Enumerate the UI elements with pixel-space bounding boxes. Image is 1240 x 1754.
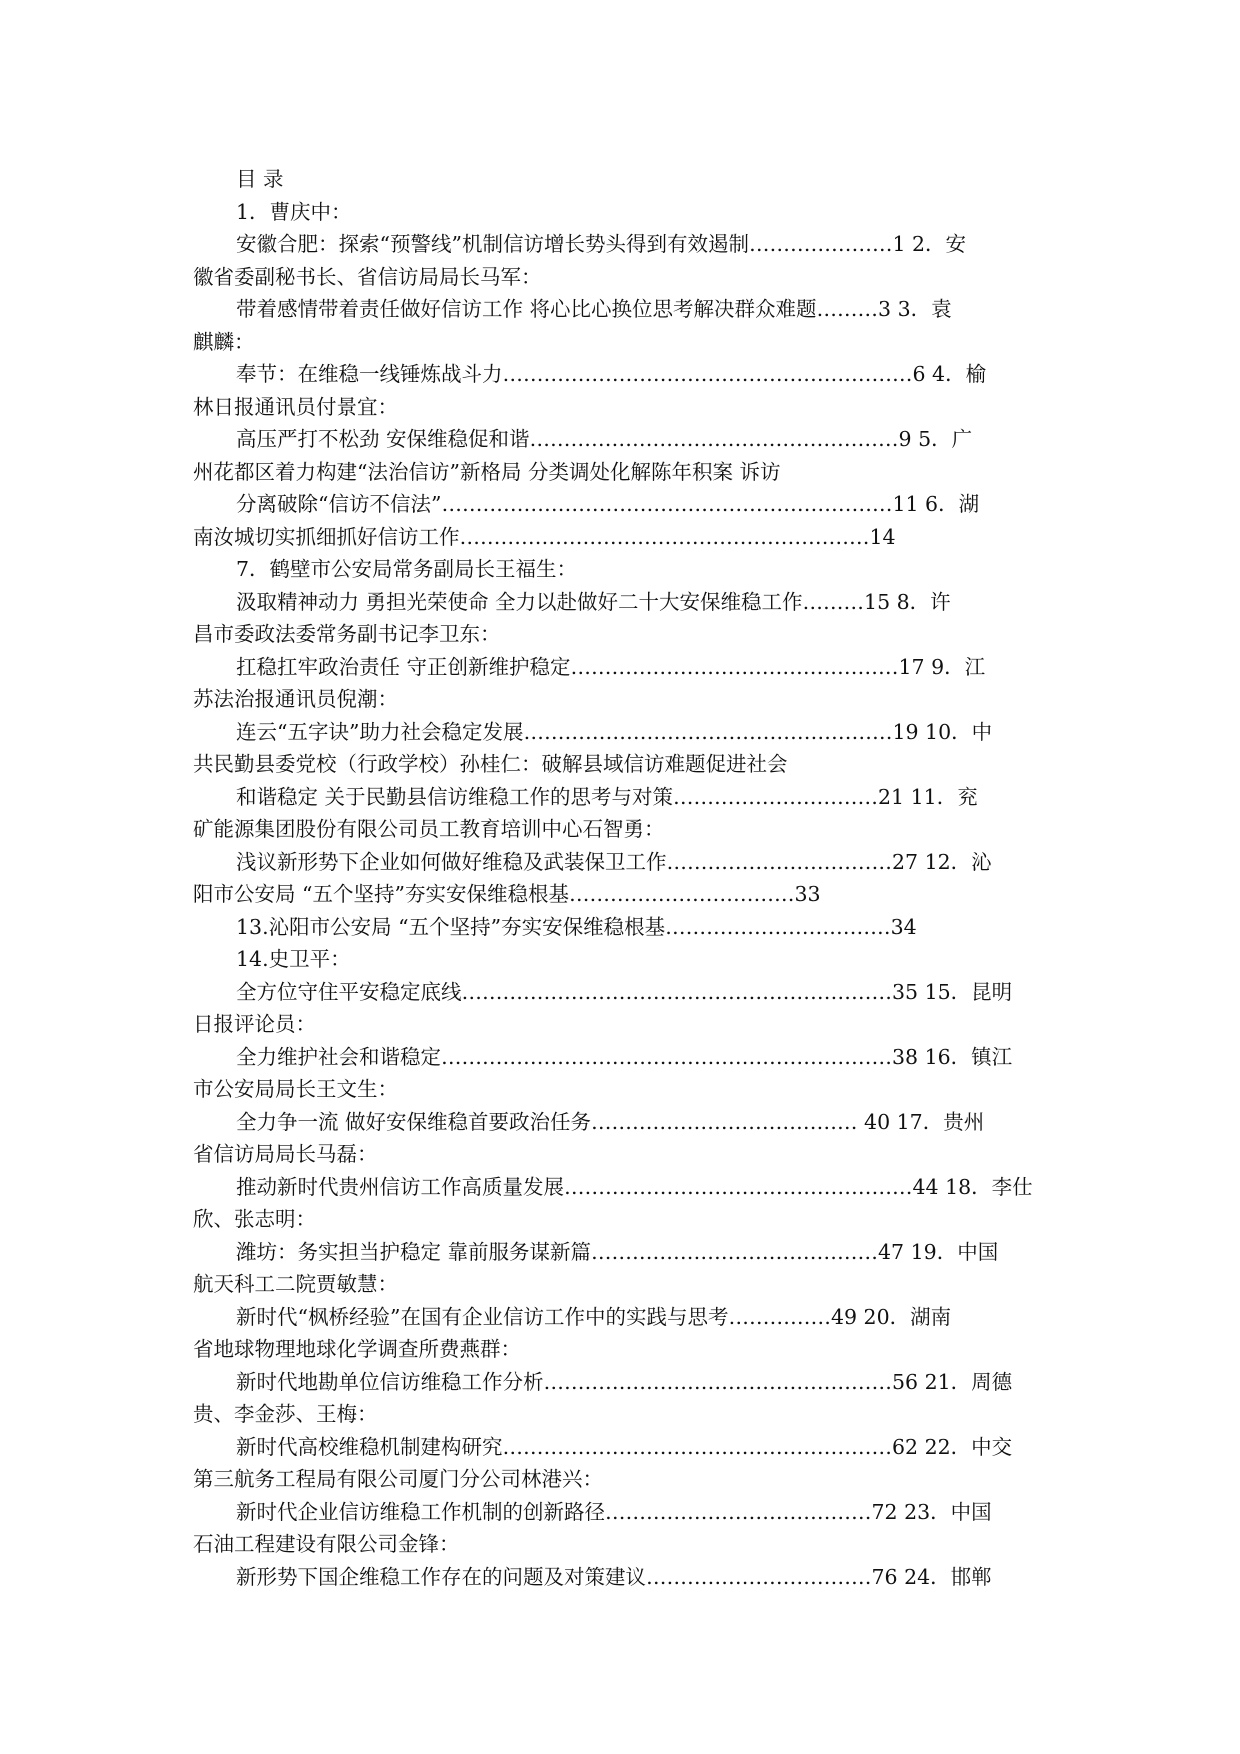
- toc-line: 奉节：在维稳一线锤炼战斗力……………………………………………………6 4．榆: [236, 362, 987, 386]
- toc-line: 浅议新形势下企业如何做好维稳及武装保卫工作……………………………27 12．沁: [236, 849, 992, 874]
- toc-line: 麒麟：: [193, 329, 255, 354]
- toc-line: 新时代“枫桥经验”在国有企业信访工作中的实践与思考……………49 20．湖南: [236, 1304, 952, 1329]
- toc-line: 7．鹤壁市公安局常务副局长王福生：: [236, 557, 578, 581]
- toc-line: 目 录: [236, 167, 284, 191]
- toc-line: 市公安局局长王文生：: [193, 1077, 398, 1101]
- toc-line: 矿能源集团股份有限公司员工教育培训中心石智勇：: [193, 817, 665, 841]
- toc-line: 潍坊：务实担当护稳定 靠前服务谋新篇……………………………………47 19．中国: [236, 1239, 999, 1264]
- toc-line: 第三航务工程局有限公司厦门分公司林港兴：: [193, 1467, 603, 1491]
- toc-line: 日报评论员：: [193, 1012, 316, 1036]
- toc-line: 南汝城切实抓细抓好信访工作……………………………………………………14: [193, 524, 896, 549]
- toc-line: 连云“五字诀”助力社会稳定发展………………………………………………19 10．中: [236, 719, 993, 744]
- toc-line: 欣、张志明：: [193, 1207, 316, 1231]
- toc-line: 昌市委政法委常务副书记李卫东：: [193, 622, 501, 646]
- toc-page: [193, 163, 1053, 1593]
- toc-line: 全力争一流 做好安保维稳首要政治任务………………………………… 40 17．贵州: [236, 1109, 985, 1134]
- toc-line: 汲取精神动力 勇担光荣使命 全力以赴做好二十大安保维稳工作………15 8．许: [236, 589, 951, 614]
- toc-line: 扛稳扛牢政治责任 守正创新维护稳定…………………………………………17 9．江: [236, 654, 986, 679]
- toc-line: 共民勤县委党校（行政学校）孙桂仁：破解县域信访难题促进社会: [193, 752, 788, 776]
- toc-line: 新时代高校维稳机制建构研究…………………………………………………62 22．中交: [236, 1434, 1013, 1459]
- toc-line: 石油工程建设有限公司金锋：: [193, 1532, 460, 1556]
- toc-line: 全力维护社会和谐稳定…………………………………………………………38 16．镇江: [236, 1044, 1013, 1069]
- toc-line: 州花都区着力构建“法治信访”新格局 分类调处化解陈年积案 诉访: [193, 459, 781, 484]
- toc-line: 新时代企业信访维稳工作机制的创新路径…………………………………72 23．中国: [236, 1499, 992, 1524]
- toc-line: 省信访局局长马磊：: [193, 1142, 378, 1166]
- toc-line: 苏法治报通讯员倪潮：: [193, 687, 398, 711]
- toc-line: 徽省委副秘书长、省信访局局长马军：: [193, 264, 542, 289]
- toc-line: 全方位守住平安稳定底线………………………………………………………35 15．昆明: [236, 979, 1013, 1004]
- toc-line: 安徽合肥：探索“预警线”机制信访增长势头得到有效遏制…………………1 2．安: [236, 232, 967, 256]
- toc-line: 13.沁阳市公安局 “五个坚持”夯实安保维稳根基……………………………34: [236, 914, 917, 939]
- toc-line: 推动新时代贵州信访工作高质量发展……………………………………………44 18．李仕: [236, 1174, 1033, 1199]
- toc-line: 带着感情带着责任做好信访工作 将心比心换位思考解决群众难题………3 3．袁: [236, 297, 952, 321]
- toc-line: 14.史卫平：: [236, 947, 351, 971]
- toc-line: 省地球物理地球化学调查所费燕群：: [193, 1337, 521, 1361]
- toc-line: 阳市公安局 “五个坚持”夯实安保维稳根基……………………………33: [193, 882, 821, 906]
- toc-line: 林日报通讯员付景宜：: [193, 394, 398, 419]
- toc-line: 新时代地勘单位信访维稳工作分析……………………………………………56 21．周德: [236, 1369, 1013, 1394]
- toc-line: 分离破除“信访不信法”…………………………………………………………11 6．湖: [236, 492, 980, 516]
- toc-line: 航天科工二院贾敏慧：: [193, 1272, 398, 1296]
- toc-line: 高压严打不松劲 安保维稳促和谐………………………………………………9 5．广: [236, 427, 973, 451]
- toc-line: 1．曹庆中：: [236, 199, 352, 224]
- toc-line: 贵、李金莎、王梅：: [193, 1402, 378, 1426]
- toc-line: 和谐稳定 关于民勤县信访维稳工作的思考与对策…………………………21 11．兖: [236, 784, 978, 809]
- toc-line: 新形势下国企维稳工作存在的问题及对策建议……………………………76 24．邯郸: [236, 1564, 992, 1589]
